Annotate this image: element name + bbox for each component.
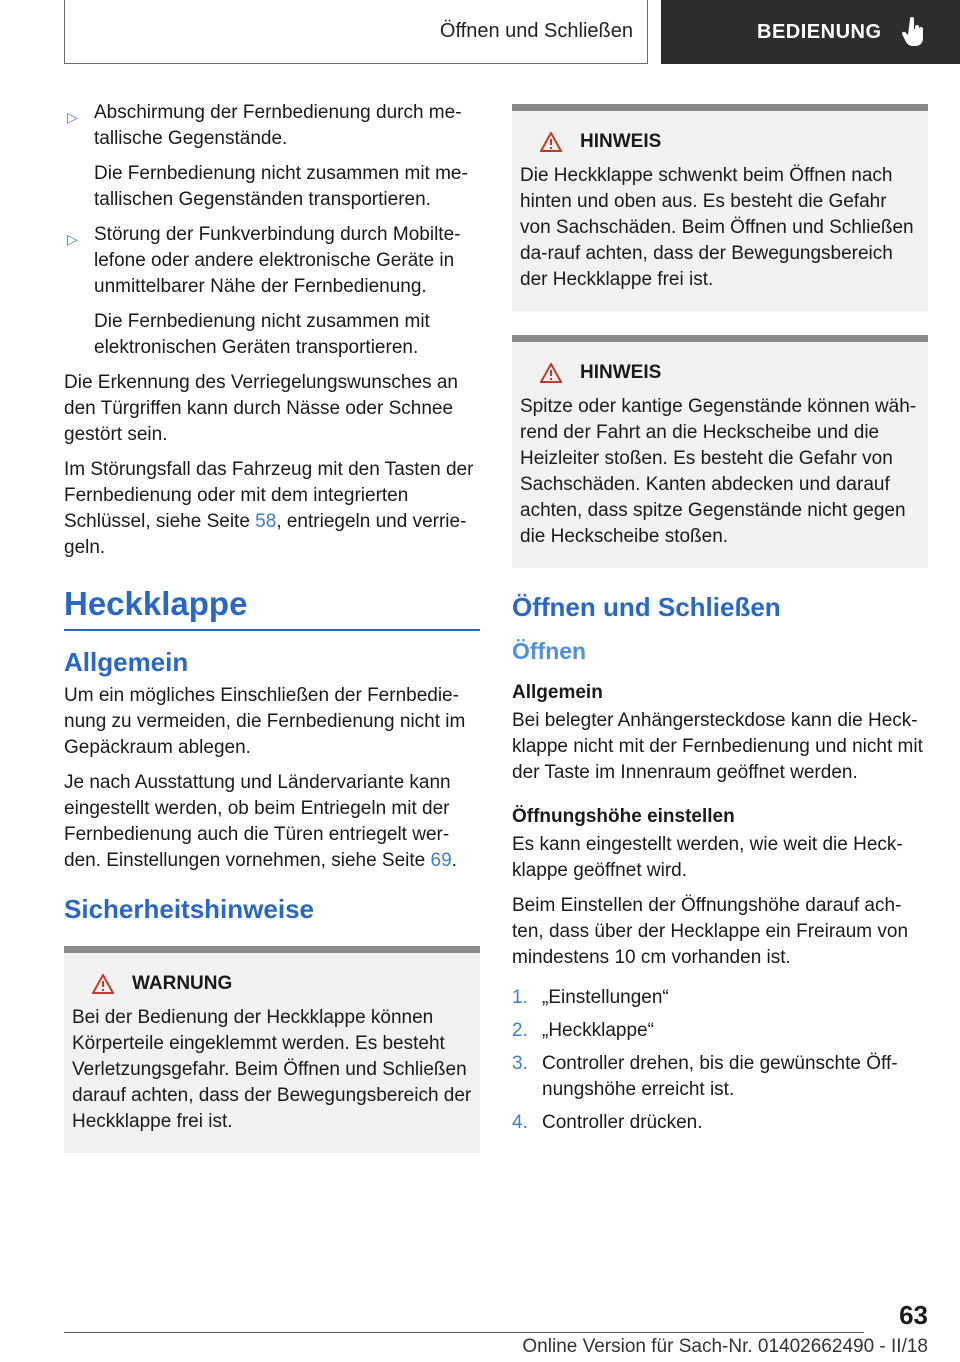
step-item — [512, 1051, 928, 1103]
bullet-subtext: Die Fernbedienung nicht zusammen mit me-tallischen Gegenständen transportieren. — [94, 163, 468, 210]
notice-triangle-icon — [540, 363, 562, 383]
step-number: 4. — [512, 1112, 528, 1133]
subheading-oeffnen-und-schliessen: Öffnen und Schließen — [512, 592, 781, 622]
header-section-title — [64, 0, 648, 64]
section-title-text: Öffnen und Schließen — [439, 20, 633, 42]
step-text: Controller drücken. — [542, 1112, 703, 1133]
notice-box — [512, 104, 928, 311]
step-text: Controller drehen, bis die gewünschte Öff-nungshöhe erreicht ist. — [542, 1053, 898, 1100]
subheading-oeffnungshoehe: Öffnungshöhe einstellen — [512, 806, 735, 827]
subheading-allgemein: Allgemein — [512, 682, 603, 703]
warning-title-row — [72, 971, 472, 997]
text-run: , entriegeln und verrie-geln. — [64, 511, 467, 558]
notice-title: HINWEIS — [580, 131, 662, 152]
notice-text: Die Heckklappe schwenkt beim Öffnen nach hinten und oben aus. Es besteht die Gefahr von Sachschäden. Beim Öffnen und Schließen da-rauf achten, dass der Bewegungsbereich der Heckklappe frei ist. — [520, 165, 914, 290]
notice-title-row — [520, 360, 920, 386]
warning-triangle-icon — [92, 974, 114, 994]
footer-divider — [64, 1332, 864, 1333]
text-run: Im Störungsfall das Fahrzeug mit den Tasten der Fernbedienung oder mit dem integrierten Schlüssel, siehe Seite — [64, 459, 474, 532]
warning-title: WARNUNG — [132, 973, 233, 994]
step-item — [512, 1018, 928, 1044]
subheading-allgemein: Allgemein — [64, 647, 189, 677]
pointing-hand-icon — [902, 17, 926, 47]
step-text: „Heckklappe“ — [542, 1020, 654, 1041]
step-item — [512, 1110, 928, 1136]
paragraph: Es kann eingestellt werden, wie weit die Heck-klappe geöffnet wird. — [512, 834, 903, 881]
paragraph — [64, 457, 480, 561]
text-run: Je nach Ausstattung und Ländervariante kann eingestellt werden, ob beim Entriegeln mit der Fernbedienung auch die Türen entriegelt wer-den. Einstellungen vornehmen, siehe Seite — [64, 772, 451, 871]
footer-text: Online Version für Sach-Nr. 01402662490 - II/18 — [522, 1336, 928, 1357]
bullet-text: Störung der Funkverbindung durch Mobilte-lefone oder andere elektronische Geräte in unmittelbarer Nähe der Fernbedienung. — [94, 224, 461, 297]
left-column — [64, 100, 480, 1153]
notice-text: Spitze oder kantige Gegenstände können wäh-rend der Fahrt an die Heckscheibe und die Heizleiter stoßen. Es besteht die Gefahr von Sachschäden. Kanten abdecken und darauf achten, dass spitze Gegenstände nicht gegen die Heckscheibe stoßen. — [520, 396, 917, 547]
paragraph: Beim Einstellen der Öffnungshöhe darauf ach-ten, dass über der Hecklappe ein Freiraum von mindestens 10 cm vorhanden ist. — [512, 895, 909, 968]
paragraph — [64, 770, 480, 874]
steps-list — [512, 985, 928, 1136]
page-number: 63 — [899, 1300, 928, 1330]
section-heading-heckklappe: Heckklappe — [64, 591, 480, 631]
step-number: 1. — [512, 987, 528, 1008]
notice-title-row — [520, 129, 920, 155]
chapter-title-text: BEDIENUNG — [757, 20, 882, 43]
bullet-text: Abschirmung der Fernbedienung durch me-tallische Gegenstände. — [94, 102, 462, 149]
triangle-bullet-icon: ▷ — [67, 231, 78, 247]
notice-title: HINWEIS — [580, 362, 662, 383]
page-link-58[interactable]: 58 — [255, 511, 277, 532]
step-item — [512, 985, 928, 1011]
header-chapter-tab — [661, 0, 960, 64]
step-text: „Einstellungen“ — [542, 987, 669, 1008]
paragraph: Um ein mögliches Einschließen der Fernbedie-nung zu vermeiden, die Fernbedienung nicht im Gepäckraum ablegen. — [64, 685, 466, 758]
bullet-item — [64, 100, 480, 213]
right-column — [512, 100, 928, 1143]
step-number: 3. — [512, 1053, 528, 1074]
bullet-item — [64, 222, 480, 361]
text-run: . — [451, 850, 457, 871]
notice-box — [512, 335, 928, 568]
subheading-sicherheitshinweise: Sicherheitshinweise — [64, 894, 314, 924]
warning-box — [64, 946, 480, 1153]
paragraph: Die Erkennung des Verriegelungswunsches an den Türgriffen kann durch Nässe oder Schnee gestört sein. — [64, 372, 458, 445]
bullet-subtext: Die Fernbedienung nicht zusammen mit elektronischen Geräten transportieren. — [94, 311, 430, 358]
step-number: 2. — [512, 1020, 528, 1041]
page-link-69[interactable]: 69 — [430, 850, 452, 871]
paragraph: Bei belegter Anhängersteckdose kann die Heck-klappe nicht mit der Fernbedienung und nicht mit der Taste im Innenraum geöffnet werden. — [512, 710, 923, 783]
triangle-bullet-icon: ▷ — [67, 109, 78, 125]
warning-text: Bei der Bedienung der Heckklappe können Körperteile eingeklemmt werden. Es besteht Verletzungsgefahr. Beim Öffnen und Schließen darauf achten, dass der Bewegungsbereich der Heckklappe frei ist. — [72, 1007, 472, 1132]
notice-triangle-icon — [540, 132, 562, 152]
subheading-oeffnen: Öffnen — [512, 638, 587, 664]
